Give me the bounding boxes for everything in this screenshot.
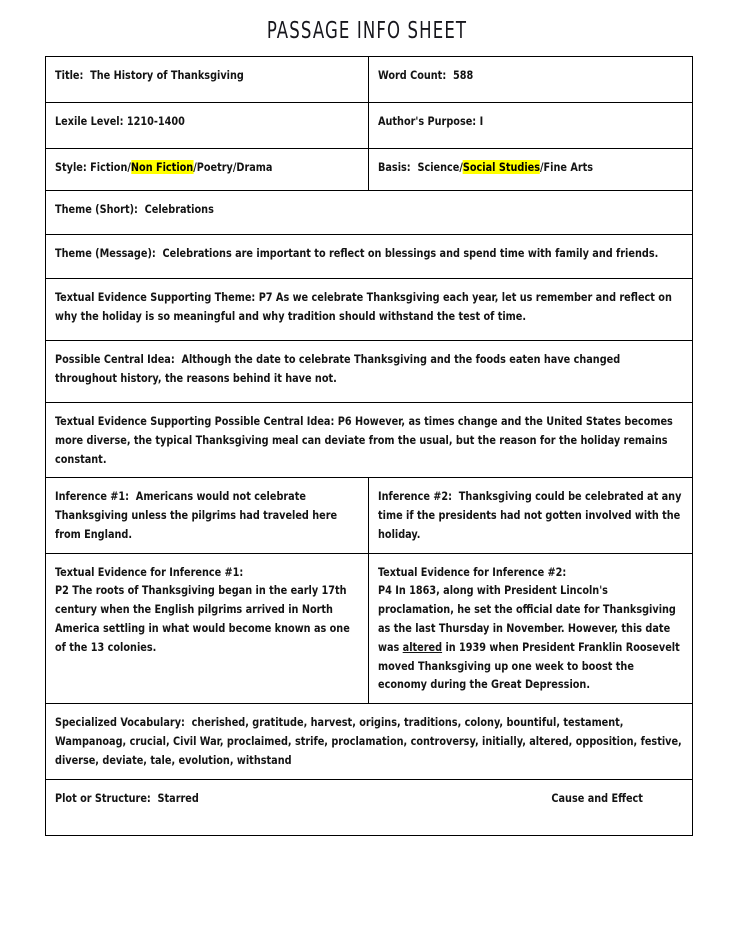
table-row-plot-structure bbox=[46, 780, 693, 836]
table-row-evidence-theme bbox=[46, 279, 693, 341]
table-row-evidence-central-idea bbox=[46, 403, 693, 478]
cell-theme-short bbox=[46, 191, 693, 235]
table-row-inference-evidence bbox=[46, 553, 693, 703]
basis-options-pre: Science/ bbox=[417, 160, 463, 174]
basis-selected-option: Social Studies bbox=[462, 160, 541, 174]
cell-evidence-inference-2 bbox=[369, 553, 693, 703]
lexile-value: 1210-1400 bbox=[126, 114, 185, 128]
table-row-title-wordcount bbox=[46, 57, 693, 103]
evidence-inf1-label: Textual Evidence for Inference #1: bbox=[55, 564, 244, 579]
cell-theme-message bbox=[46, 235, 693, 279]
evidence-theme-label: Textual Evidence Supporting Theme: bbox=[55, 290, 256, 304]
title-label: Title: bbox=[55, 68, 84, 82]
theme-short-label: Theme (Short): bbox=[55, 202, 138, 216]
evidence-inf2-part1: P4 In 1863, along with President Lincoln's proclamation, he set the official date for Thanksgiving as the last Thursday in November. However, this date was bbox=[378, 583, 676, 654]
plot-structure-label: Plot or Structure: bbox=[55, 791, 151, 806]
theme-short-value: Celebrations bbox=[144, 202, 214, 216]
cell-authors-purpose bbox=[369, 103, 693, 149]
vocabulary-value: cherished, gratitude, harvest, origins, traditions, colony, bountiful, testament, Wampanoag, crucial, Civil War, proclaimed, strife, proclamation, controversy, initially, altered, opposition, festive, diverse, deviate, tale, evolution, withstand bbox=[55, 715, 682, 767]
table-row-theme-short bbox=[46, 191, 693, 235]
word-count-label: Word Count: bbox=[378, 68, 447, 82]
theme-message-label: Theme (Message): bbox=[55, 246, 156, 260]
cell-evidence-central-idea bbox=[46, 403, 693, 478]
table-row-inferences bbox=[46, 478, 693, 553]
style-options-post: /Poetry/Drama bbox=[193, 160, 273, 174]
evidence-central-idea-label: Textual Evidence Supporting Possible Central Idea: bbox=[55, 414, 335, 428]
evidence-theme-value: P7 As we celebrate Thanksgiving each year, let us remember and reflect on why the holiday is so meaningful and why tradition should withstand the test of time. bbox=[55, 290, 672, 323]
authors-purpose-label: Author's Purpose: bbox=[378, 114, 477, 128]
theme-message-value: Celebrations are important to reflect on blessings and spend time with family and friends. bbox=[162, 246, 659, 260]
table-row-style-basis bbox=[46, 149, 693, 191]
vocabulary-label: Specialized Vocabulary: bbox=[55, 715, 185, 730]
page-title: PASSAGE INFO SHEET bbox=[266, 18, 468, 44]
lexile-label: Lexile Level: bbox=[55, 114, 124, 128]
title-value: The History of Thanksgiving bbox=[90, 68, 244, 82]
central-idea-value: Although the date to celebrate Thanksgiving and the foods eaten have changed throughout history, the reasons behind it have not. bbox=[55, 352, 621, 385]
evidence-inf1-value: P2 The roots of Thanksgiving began in the early 17th century when the English pilgrims arrived in North America settling in what would become known as one of the 13 colonies. bbox=[55, 583, 350, 654]
style-selected-option: Non Fiction bbox=[130, 160, 194, 174]
inference2-value: Thanksgiving could be celebrated at any time if the presidents had not gotten involved with the holiday. bbox=[378, 489, 682, 541]
evidence-inf2-label: Textual Evidence for Inference #2: bbox=[378, 564, 567, 579]
cell-evidence-inference-1 bbox=[46, 553, 369, 703]
inference1-label: Inference #1: bbox=[55, 489, 130, 504]
plot-structure-main bbox=[55, 789, 199, 808]
cell-title bbox=[46, 57, 369, 103]
plot-structure-secondary: Cause and Effect bbox=[551, 791, 643, 806]
cell-central-idea bbox=[46, 341, 693, 403]
cell-style bbox=[46, 149, 369, 191]
plot-structure-value: Starred bbox=[157, 791, 199, 806]
authors-purpose-value: I bbox=[479, 114, 484, 128]
inference1-value: Americans would not celebrate Thanksgiving unless the pilgrims had traveled here from England. bbox=[55, 489, 338, 541]
style-label: Style: bbox=[55, 160, 87, 174]
cell-word-count bbox=[369, 57, 693, 103]
passage-info-table bbox=[45, 56, 693, 836]
table-row-vocabulary bbox=[46, 704, 693, 780]
style-options-pre: Fiction/ bbox=[90, 160, 131, 174]
table-row-lexile-purpose bbox=[46, 103, 693, 149]
table-row-central-idea bbox=[46, 341, 693, 403]
evidence-inf2-part2: in 1939 when President Franklin Roosevelt moved Thanksgiving up one week to boost the economy during the Great Depression. bbox=[378, 639, 680, 692]
word-count-value: 588 bbox=[452, 68, 474, 82]
cell-inference-1 bbox=[46, 478, 369, 553]
table-row-theme-message bbox=[46, 235, 693, 279]
basis-options-post: /Fine Arts bbox=[540, 160, 594, 174]
cell-specialized-vocabulary bbox=[46, 704, 693, 780]
inference2-label: Inference #2: bbox=[378, 489, 453, 504]
cell-basis bbox=[369, 149, 693, 191]
cell-lexile-level bbox=[46, 103, 369, 149]
cell-evidence-theme bbox=[46, 279, 693, 341]
basis-label: Basis: bbox=[378, 160, 411, 174]
cell-plot-structure bbox=[46, 780, 693, 836]
cell-inference-2 bbox=[369, 478, 693, 553]
evidence-inf2-underlined-word: altered bbox=[402, 639, 443, 654]
evidence-central-idea-value: P6 However, as times change and the United States becomes more diverse, the typical Thanksgiving meal can deviate from the usual, but the reason for the holiday remains constant. bbox=[55, 414, 673, 466]
central-idea-label: Possible Central Idea: bbox=[55, 352, 175, 366]
